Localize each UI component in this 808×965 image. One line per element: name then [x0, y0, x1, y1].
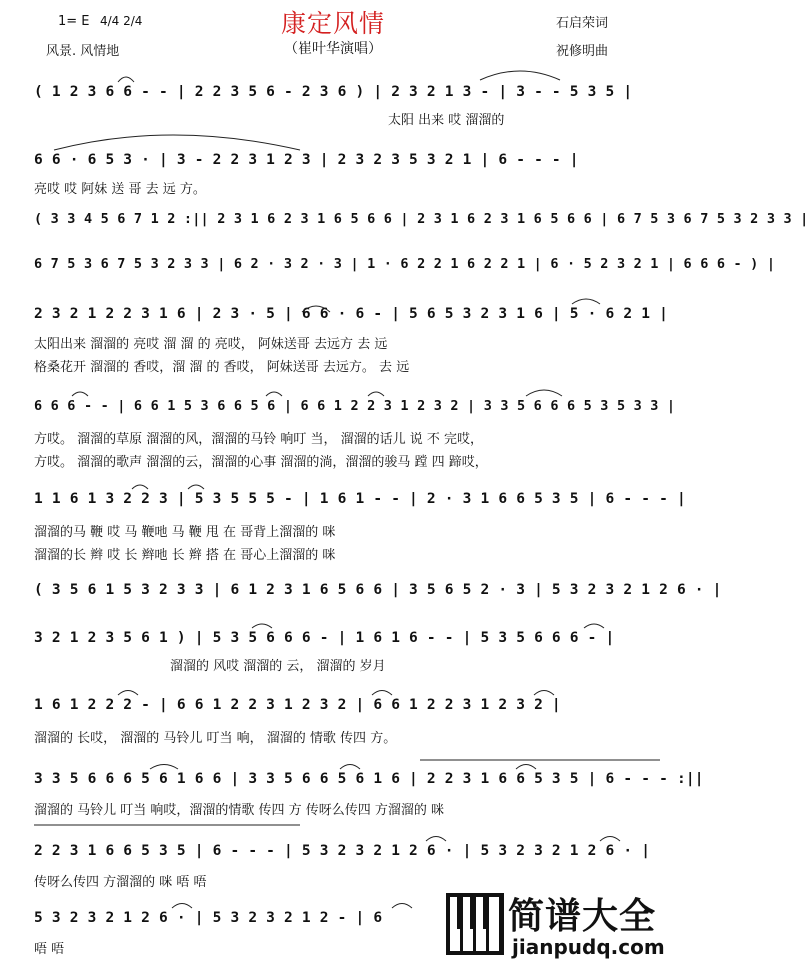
notation-line: ( 3 3 4 5 6 7 1 2 :|| 2 3 1 6 2 3 1 6 5 6 6 | 2 3 1 6 2 3 1 6 5 6 6 | 6 7 5 3 6 7 5 3 2 3 3 |: [34, 211, 808, 227]
lyric-line-verse-1: 太阳出来 溜溜的 亮哎 溜 溜 的 亮哎， 阿妹送哥 去远方 去 远: [34, 337, 388, 352]
site-url: jianpudq.com: [512, 935, 665, 959]
notation-line: 5 3 2 3 2 1 2 6 · | 5 3 2 3 2 1 2 - | 6: [34, 910, 383, 926]
lyric-line-verse-2: 格桑花开 溜溜的 香哎，溜 溜 的 香哎， 阿妹送哥 去远方。 去 远: [34, 360, 410, 375]
lyric-line: 亮哎 哎 阿妹 送 哥 去 远 方。: [34, 182, 206, 197]
notation-line: 3 3 5 6 6 6 5 6 1 6 6 | 3 3 5 6 6 5 6 1 6 | 2 2 3 1 6 6 5 3 5 | 6 - - - :||: [34, 771, 704, 787]
lyric-line-verse-2: 溜溜的长 辫 哎 长 辫吔 长 辫 搭 在 哥心上溜溜的 咪: [34, 548, 336, 563]
notation-line: 3 2 1 2 3 5 6 1 ) | 5 3 5 6 6 6 - | 1 6 1 6 - - | 5 3 5 6 6 6 - |: [34, 630, 615, 646]
performer-subtitle: （崔叶华演唱）: [284, 41, 382, 57]
notation-line: 2 2 3 1 6 6 5 3 5 | 6 - - - | 5 3 2 3 2 1 2 6 · | 5 3 2 3 2 1 2 6 · |: [34, 843, 651, 859]
time-signature: 4/4 2/4: [100, 14, 143, 28]
notation-line: 6 6 6 - - | 6 6 1 5 3 6 6 5 6 | 6 6 1 2 2 3 1 2 3 2 | 3 3 5 6 6 6 5 3 5 3 3 |: [34, 398, 676, 414]
lyric-line: 传呀么传四 方溜溜的 咪 唔 唔: [34, 875, 207, 890]
lyric-line: 溜溜的 长哎， 溜溜的 马铃儿 叮当 响， 溜溜的 情歌 传四 方。: [34, 731, 397, 746]
notation-line: 1 1 6 1 3 2 2 3 | 5 3 5 5 5 - | 1 6 1 - - | 2 · 3 1 6 6 5 3 5 | 6 - - - |: [34, 491, 686, 507]
notation-line: 1 6 1 2 2 2 - | 6 6 1 2 2 3 1 2 3 2 | 6 6 1 2 2 3 1 2 3 2 |: [34, 697, 561, 713]
notation-line: 6 7 5 3 6 7 5 3 2 3 3 | 6 2 · 3 2 · 3 | 1 · 6 2 2 1 6 2 2 1 | 6 · 5 2 3 2 1 | 6 6 6 - ) |: [34, 256, 776, 272]
site-brand: 简谱大全: [508, 896, 657, 937]
lyricist-credit: 石启荣词: [556, 16, 609, 31]
notation-line: ( 3 5 6 1 5 3 2 3 3 | 6 1 2 3 1 6 5 6 6 | 3 5 6 5 2 · 3 | 5 3 2 3 2 1 2 6 · |: [34, 582, 722, 598]
lyric-line: 唔 唔: [34, 942, 65, 957]
notation-line: 6 6 · 6 5 3 · | 3 - 2 2 3 1 2 3 | 2 3 2 3 5 3 2 1 | 6 - - - |: [34, 152, 579, 168]
lyric-line: 溜溜的 马铃儿 叮当 响哎，溜溜的情歌 传四 方 传呀么传四 方溜溜的 咪: [34, 803, 445, 818]
song-title: 康定风情: [280, 9, 385, 38]
notation-line: 2 3 2 1 2 2 3 1 6 | 2 3 · 5 | 6 6 · 6 - | 5 6 5 3 2 3 1 6 | 5 · 6 2 1 |: [34, 306, 669, 322]
lyric-line-verse-1: 方哎。 溜溜的草原 溜溜的风，溜溜的马铃 响叮 当， 溜溜的话儿 说 不 完哎，: [34, 432, 484, 447]
key-signature: 1= E: [58, 14, 90, 29]
lyric-line: 溜溜的 风哎 溜溜的 云， 溜溜的 岁月: [170, 659, 386, 674]
lyric-line-verse-2: 方哎。 溜溜的歌声 溜溜的云，溜溜的心事 溜溜的淌，溜溜的骏马 蹚 四 蹄哎，: [34, 455, 488, 470]
lyric-line-verse-1: 溜溜的马 鞭 哎 马 鞭吔 马 鞭 甩 在 哥背上溜溜的 咪: [34, 525, 336, 540]
notation-line: ( 1 2 3 6 6 - - | 2 2 3 5 6 - 2 3 6 ) | 2 3 2 1 3 - | 3 - - 5 3 5 |: [34, 84, 633, 100]
style-marking: 风景. 风情地: [46, 44, 120, 59]
composer-credit: 祝修明曲: [556, 44, 609, 59]
lyric-line: 太阳 出来 哎 溜溜的: [388, 113, 505, 128]
